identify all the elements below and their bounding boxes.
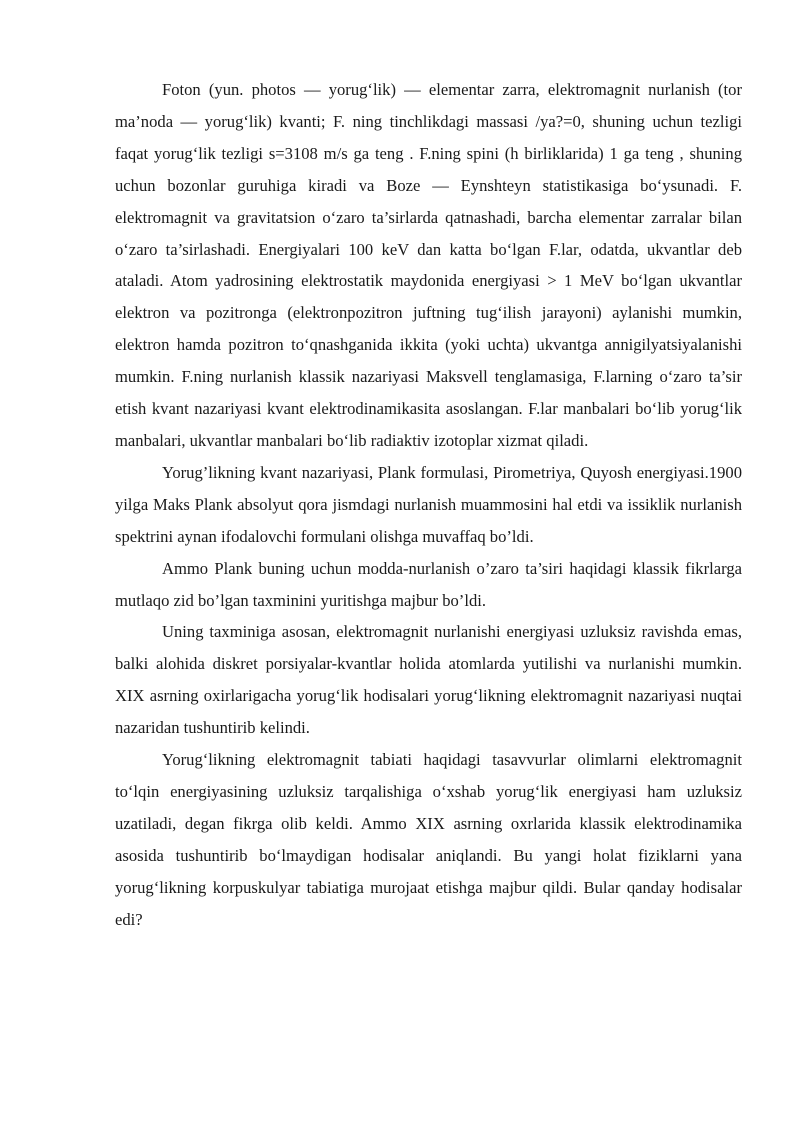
paragraph-quantum-theory: Yorug’likning kvant nazariyasi, Plank formulasi, Pirometriya, Quyosh energiyasi.1900 yilga Maks Plank absolyut qora jismdagi nurlanish muammosini hal etdi va issiklik nurlanish spektrini aynan ifodalovchi formulani olishga muvaffaq bo’ldi. xyxy=(115,462,742,546)
paragraph-plank-assumption: Ammo Plank buning uchun modda-nurlanish o’zaro ta’siri haqidagi klassik fikrlarga mutlaqo zid bo’lgan taxminini yuritishga majbur bo’ldi. xyxy=(115,558,742,610)
paragraph-discrete-quanta: Uning taxminiga asosan, elektromagnit nurlanishi energiyasi uzluksiz ravishda emas, balki alohida diskret porsiyalar-kvantlar holida atomlarda yutilishi va nurlanishi mumkin. XIX asrning oxirlarigacha yorug‘lik hodisalari yorug‘likning elektromagnit nazariyasi nuqtai nazaridan tushuntirib kelindi. xyxy=(115,622,742,738)
paragraph-electromagnetic-nature: Yorug‘likning elektromagnit tabiati haqidagi tasavvurlar olimlarni elektromagnit to‘lqin energiyasining uzluksiz tarqalishiga o‘xshab yorug‘lik energiyasi ham uzluksiz uzatiladi, degan fikrga olib keldi. Ammo XIX asrning oxrlarida klassik elektrodinamika asosida tushuntirib bo‘lmaydigan hodisalar aniqlandi. Bu yangi holat fiziklarni yana yorug‘likning korpuskulyar tabiatiga murojaat etishga majbur qildi. Bular qanday hodisalar edi? xyxy=(115,750,742,929)
paragraph-photon-definition: Foton (yun. photos — yorug‘lik) — elementar zarra, elektromagnit nurlanish (tor ma’noda — yorug‘lik) kvanti; F. ning tinchlikdagi massasi /ya?=0, shuning uchun tezligi faqat yorug‘lik tezligi s=3108 m/s ga teng . F.ning spini (h birliklarida) 1 ga teng , shuning uchun bozonlar guruhiga kiradi va Boze — Eynshteyn statistikasiga bo‘ysunadi. F. elektromagnit va gravitatsion o‘zaro ta’sirlarda qatnashadi, barcha elementar zarralar bilan o‘zaro ta’sirlashadi. Energiyalari 100 keV dan katta bo‘lgan F.lar, odatda, ukvantlar deb ataladi. Atom yadrosining elektrostatik maydonida energiyasi > 1 MeV bo‘lgan ukvantlar elektron va pozitronga (elektronpozitron juftning tug‘ilish jarayoni) aylanishi mumkin, elektron hamda pozitron to‘qnashganida ikkita (yoki uchta) ukvantga annigilyatsiyalanishi mumkin. F.ning nurlanish klassik nazariyasi Maksvell tenglamasiga, F.larning o‘zaro ta’sir etish kvant nazariyasi kvant elektrodinamikasita asoslangan. F.lar manbalari bo‘lib yorug‘lik manbalari, ukvantlar manbalari bo‘lib radiaktiv izotoplar xizmat qiladi. xyxy=(115,80,742,450)
document-body xyxy=(115,74,742,935)
